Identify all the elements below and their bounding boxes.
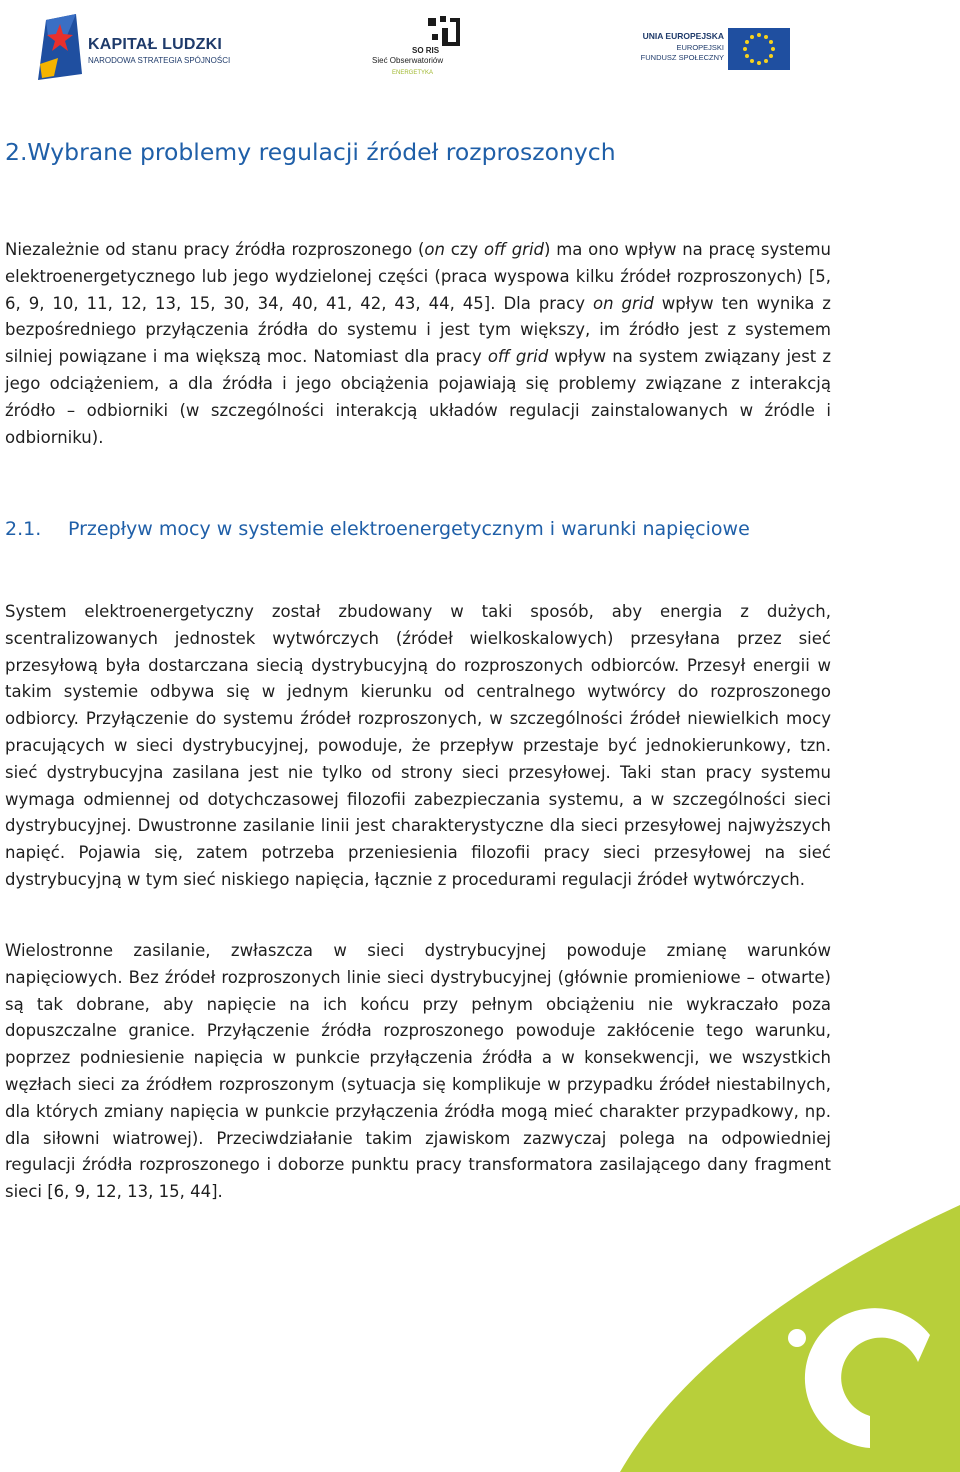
eu-union-label: UNIA EUROPEJSKA [642, 31, 724, 41]
para1-text-3: ) ma ono wpływ na pracę systemu elektroenergetycznego lub jego wydzielonej części (praca wyspowa kilku źródeł rozproszonych) [5, 6, 9, 10, 11, 12, 13, 15, 30, 34, 40, 41, 42, 43, 44, 45]. Dla pracy [5, 240, 831, 313]
section-paragraph-1 [5, 237, 831, 451]
subsection-paragraph-1: System elektroenergetyczny został zbudowany w taki sposób, aby energia z dużych, scentralizowanych jednostek wytwórczych (źródeł wielkoskalowych) przesyłana przez sieć przesyłową była dostarczana siecią dystrybucyjną do rozproszonych odbiorców. Przesył energii w takim systemie odbywa się w jednym kierunku od centralnego wytwórcy do rozproszonego odbiorcy. Przyłączenie do systemu źródeł rozproszonych, w szczególności źródeł niewielkich mocy pracujących w sieci dystrybucyjnej, powoduje, że przepływ przestaje być jednokierunkowy, tzn. sieć dystrybucyjna zasilana jest nie tylko od strony sieci przesyłowej. Taki stan pracy systemu wymaga odmiennej od dotychczasowej filozofii zabezpieczania systemu, a w szczególności sieci dystrybucyjnej. Dwustronne zasilanie linii jest charakterystyczne dla sieci przesyłowej najwyższych napięć. Pojawia się, zatem potrzeba przeniesienia filozofii pracy sieci przesyłowej na sieć dystrybucyjną w tym sieć niskiego napięcia, łącznie z procedurami regulacji źródeł wytwórczych. [5, 602, 831, 889]
soris-logo [366, 16, 476, 82]
eu-fund-label-1: EUROPEJSKI [676, 43, 724, 52]
swirl-icon [805, 1308, 930, 1448]
dot-icon [788, 1329, 806, 1347]
soris-name: SO RIS [412, 46, 440, 55]
soris-mark-icon [428, 16, 464, 48]
para1-text-4: wpływ ten wynika z bezpośredniego przyłączenia źródła do systemu i jest tym większy, im źródło jest z systemem silniej powiązane i ma większą moc. Natomiast dla pracy [5, 293, 831, 367]
subsection-heading [5, 518, 750, 540]
kapital-ludzki-emblem-icon [36, 14, 84, 82]
subsection-number: 2.1. [5, 518, 42, 540]
section-title: 2.Wybrane problemy regulacji źródeł rozproszonych [5, 138, 616, 166]
para1-italic-offgrid: off grid [483, 240, 545, 259]
kapital-ludzki-logo [36, 14, 236, 82]
para1-text-5: wpływ na system związany jest z jego odciążeniem, a dla źródła i jego obciążenia pojawiają się problemy związane z interakcją źródło – odbiorniki (w szczególności interakcją układów regulacji zainstalowanych w źródle i odbiorniku). [5, 347, 831, 447]
para1-italic-on: on [424, 240, 445, 259]
para1-text-2: czy [444, 240, 484, 259]
eu-fund-label-2: FUNDUSZ SPOŁECZNY [640, 53, 724, 62]
soris-network: Sieć Obserwatoriów [372, 56, 444, 65]
subsection-title: Przepływ mocy w systemie elektroenergetycznym i warunki napięciowe [68, 518, 750, 540]
kapital-ludzki-subtitle: NARODOWA STRATEGIA SPÓJNOŚCI [88, 56, 231, 65]
page-header [0, 0, 960, 90]
soris-energy: ENERGETYKA [392, 70, 434, 76]
para1-italic-ongrid: on grid [592, 293, 654, 313]
para1-text-1: Niezależnie od stanu pracy źródła rozproszonego ( [5, 240, 425, 259]
subsection-paragraph-2: Wielostronne zasilanie, zwłaszcza w sieci dystrybucyjnej powoduje zmianę warunków napięciowych. Bez źródeł rozproszonych linie sieci dystrybucyjnej (głównie promieniowe – otwarte) są tak dobrane, aby napięcie na ich końcu przy pełnym obciążeniu nie wykraczało poza dopuszczalne granice. Przyłączenie źródła rozproszonego powoduje zakłócenie tego warunku, poprzez podniesienie napięcia w punkcie przyłączenia źródła a w konsekwencji, we wszystkich węzłach sieci za źródłem rozproszonym (sytuacja się komplikuje w przypadku źródeł niestabilnych, dla których zmiany napięcia w punkcie przyłączenia źródła mogą mieć charakter przypadkowy, np. dla siłowni wiatrowej). Przeciwdziałanie takim zjawiskom zazwyczaj polega na odpowiedniej regulacji źródła rozproszonego i doborze punktu pracy transformatora zasilającego dany fragment sieci [6, 9, 12, 13, 15, 44]. [5, 941, 831, 1202]
green-corner-shape [620, 1205, 960, 1472]
eu-logo [634, 28, 794, 72]
eu-flag-icon [728, 28, 790, 70]
para1-italic-offgrid-2: off grid [487, 347, 549, 367]
kapital-ludzki-title: KAPITAŁ LUDZKI [88, 36, 223, 53]
